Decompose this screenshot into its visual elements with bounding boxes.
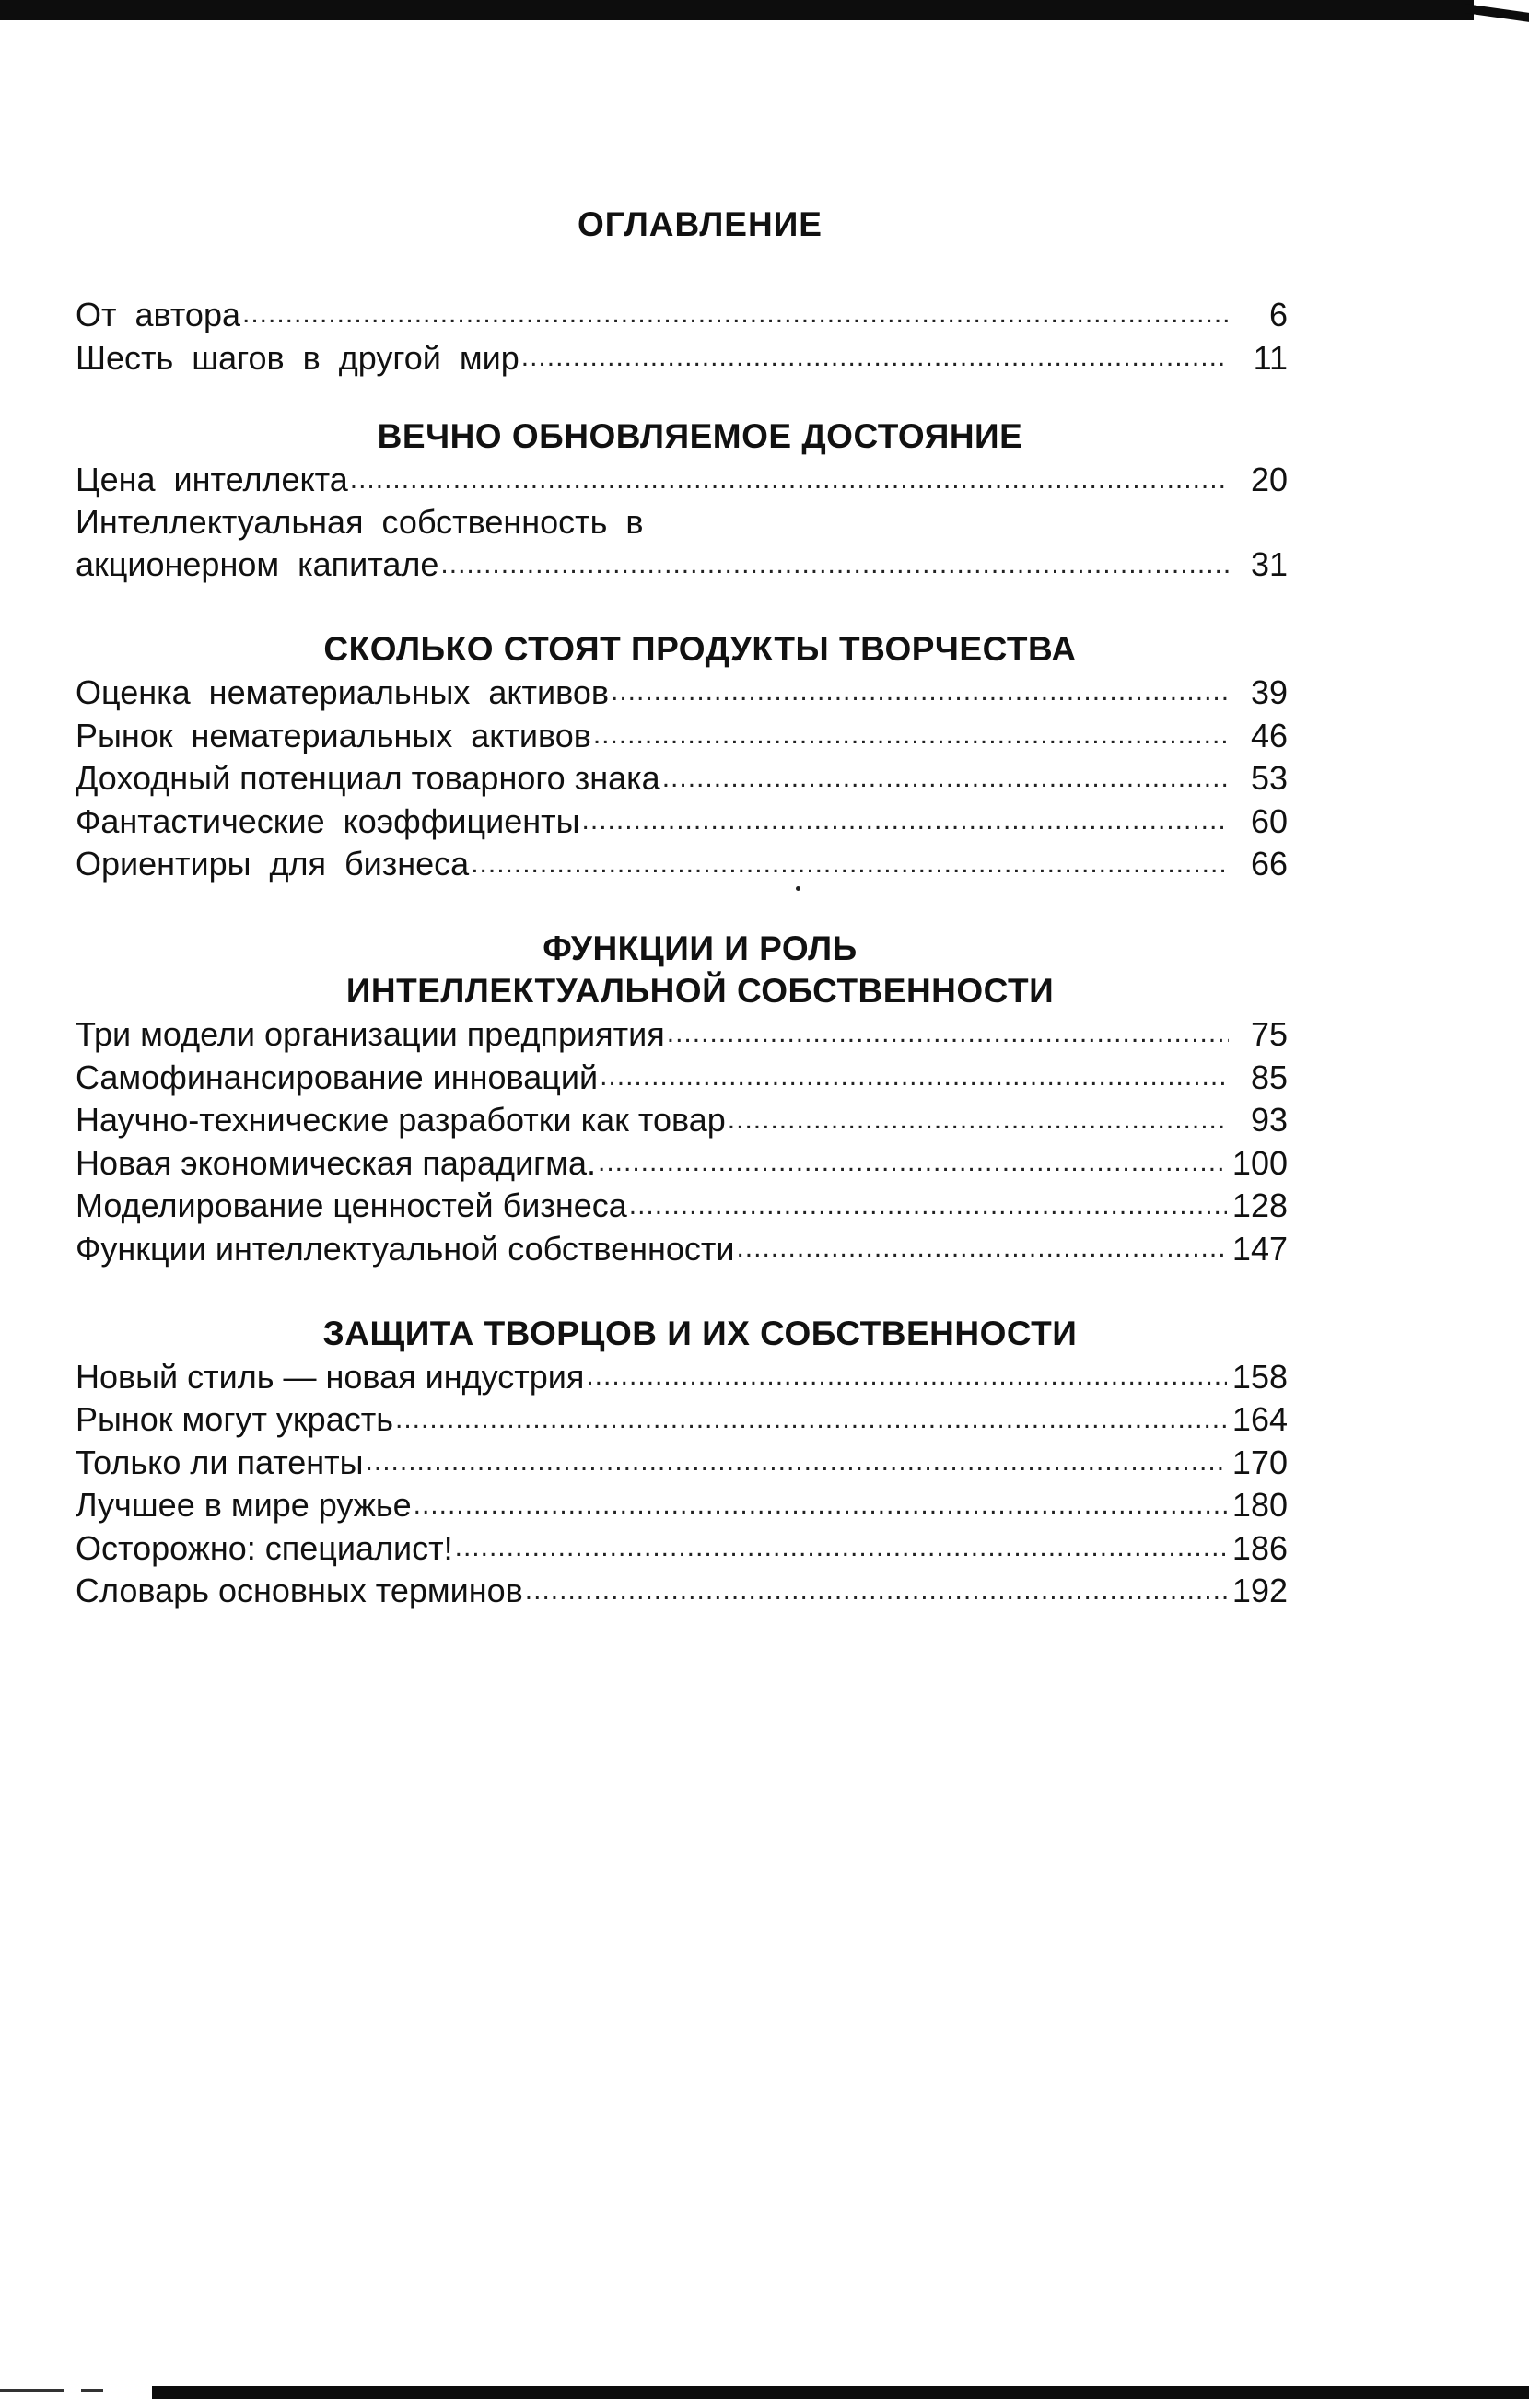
toc-entry-page: 180 bbox=[1231, 1486, 1288, 1525]
top-edge-bar bbox=[0, 0, 1474, 20]
toc-entry[interactable] bbox=[76, 1141, 1288, 1185]
section-heading: ФУНКЦИИ И РОЛЬ bbox=[543, 929, 858, 967]
toc-entry[interactable] bbox=[76, 714, 1288, 757]
toc-entry-page: 31 bbox=[1250, 545, 1288, 584]
toc-entry[interactable] bbox=[76, 293, 1288, 336]
toc-entry-page: 170 bbox=[1231, 1443, 1288, 1481]
toc-entry-title: От автора bbox=[76, 296, 240, 333]
bottom-edge-dash bbox=[0, 2389, 64, 2392]
toc-entry-page: 186 bbox=[1231, 1528, 1288, 1567]
toc-entry-title: Осторожно: специалист! bbox=[76, 1528, 453, 1567]
bottom-edge-dash bbox=[81, 2389, 103, 2392]
toc-entry-page: 53 bbox=[1250, 759, 1288, 798]
toc-entry-title: Новая экономическая парадигма. bbox=[76, 1143, 596, 1182]
dot-leader bbox=[593, 714, 1229, 747]
toc-entry[interactable] bbox=[76, 1012, 1288, 1056]
dot-leader bbox=[395, 1397, 1227, 1431]
toc-entry[interactable] bbox=[76, 1397, 1288, 1441]
dot-leader bbox=[586, 1355, 1227, 1388]
toc-entry[interactable] bbox=[76, 1483, 1288, 1526]
toc-entry-title: Ориентиры для бизнеса bbox=[76, 845, 470, 883]
toc-section bbox=[76, 928, 1288, 1270]
toc-entry-title: Новый стиль — новая индустрия bbox=[76, 1357, 585, 1396]
toc-entry[interactable] bbox=[76, 1227, 1288, 1270]
toc-entry[interactable] bbox=[76, 1056, 1288, 1099]
dot-leader bbox=[728, 1098, 1229, 1131]
toc-entry-title: Лучшее в мире ружье bbox=[76, 1486, 412, 1525]
toc-entry[interactable] bbox=[76, 1098, 1288, 1141]
bottom-edge-bar bbox=[152, 2386, 1529, 2399]
toc-entry-page: 147 bbox=[1231, 1229, 1288, 1268]
toc-entry-page: 60 bbox=[1250, 801, 1288, 840]
toc-entry-title: Научно-технические разработки как товар bbox=[76, 1101, 726, 1140]
dot-leader bbox=[525, 1569, 1227, 1602]
toc-entry-page: 75 bbox=[1250, 1014, 1288, 1053]
toc-entry-page: 158 bbox=[1231, 1357, 1288, 1396]
dot-leader bbox=[667, 1012, 1229, 1046]
top-edge-bar-tail bbox=[1465, 4, 1529, 22]
toc-section bbox=[76, 415, 1288, 586]
dot-leader bbox=[521, 336, 1229, 369]
toc-entry-title: Шесть шагов в другой мир bbox=[76, 338, 519, 377]
toc-title: ОГЛАВЛЕНИЕ bbox=[578, 205, 823, 243]
toc-section bbox=[76, 628, 1288, 885]
toc-entry[interactable] bbox=[76, 336, 1288, 380]
dot-leader bbox=[455, 1526, 1227, 1560]
table-of-contents bbox=[76, 205, 1288, 1612]
toc-entry-title: Самофинансирование инноваций bbox=[76, 1058, 599, 1096]
toc-entry[interactable] bbox=[76, 458, 1288, 501]
toc-entry-page: 93 bbox=[1250, 1101, 1288, 1140]
toc-entry-page: 46 bbox=[1250, 716, 1288, 754]
dot-leader bbox=[471, 842, 1229, 875]
toc-entry[interactable] bbox=[76, 800, 1288, 843]
dot-leader bbox=[736, 1227, 1226, 1260]
dot-leader bbox=[366, 1441, 1227, 1474]
toc-entry-page: 100 bbox=[1231, 1143, 1288, 1182]
toc-entry-title: Фантастические коэффициенты bbox=[76, 801, 580, 840]
dot-leader bbox=[350, 458, 1229, 491]
toc-entry-page: 20 bbox=[1250, 461, 1288, 499]
toc-entry[interactable] bbox=[76, 543, 1288, 586]
toc-entry-page: 39 bbox=[1250, 672, 1288, 711]
toc-entry[interactable] bbox=[76, 756, 1288, 800]
dot-leader bbox=[242, 293, 1229, 326]
toc-entry-title: Моделирование ценностей бизнеса bbox=[76, 1186, 627, 1225]
toc-entry-page: 164 bbox=[1231, 1400, 1288, 1439]
toc-entry[interactable] bbox=[76, 1526, 1288, 1570]
toc-entry-title: Три модели организации предприятия bbox=[76, 1014, 665, 1053]
toc-entry-page: 128 bbox=[1231, 1186, 1288, 1225]
toc-entry-page: 66 bbox=[1250, 845, 1288, 883]
dot-leader bbox=[662, 756, 1229, 789]
toc-entry[interactable] bbox=[76, 1441, 1288, 1484]
dot-leader bbox=[440, 543, 1229, 576]
toc-entry-title-line1[interactable]: Интеллектуальная собственность в bbox=[76, 502, 644, 541]
section-heading: ЗАЩИТА ТВОРЦОВ И ИХ СОБСТВЕННОСТИ bbox=[322, 1314, 1078, 1352]
toc-entry[interactable] bbox=[76, 1184, 1288, 1227]
toc-entry[interactable] bbox=[76, 671, 1288, 714]
toc-entry-title: акционерном капитале bbox=[76, 545, 439, 584]
toc-entry[interactable] bbox=[76, 1355, 1288, 1398]
dot-leader bbox=[629, 1184, 1227, 1217]
toc-entry-title: Цена интеллекта bbox=[76, 461, 348, 499]
toc-entry-title: Словарь основных терминов bbox=[76, 1572, 523, 1610]
toc-entry-title: Функции интеллектуальной собственности bbox=[76, 1229, 735, 1268]
dot-leader bbox=[611, 671, 1229, 704]
toc-section bbox=[76, 1313, 1288, 1613]
toc-entry-title: Доходный потенциал товарного знака bbox=[76, 759, 660, 798]
dot-leader bbox=[414, 1483, 1227, 1516]
toc-entry[interactable] bbox=[76, 842, 1288, 885]
section-heading: ИНТЕЛЛЕКТУАЛЬНОЙ СОБСТВЕННОСТИ bbox=[345, 971, 1055, 1010]
toc-entry-page: 11 bbox=[1253, 338, 1288, 377]
dot-leader bbox=[598, 1141, 1227, 1175]
toc-entry-title: Рынок нематериальных активов bbox=[76, 716, 591, 754]
section-heading: ВЕЧНО ОБНОВЛЯЕМОЕ ДОСТОЯНИЕ bbox=[377, 417, 1023, 456]
toc-entry-page: 85 bbox=[1250, 1058, 1288, 1096]
toc-entry-page: 192 bbox=[1231, 1572, 1288, 1610]
toc-entry-title: Только ли патенты bbox=[76, 1443, 364, 1481]
section-heading: СКОЛЬКО СТОЯТ ПРОДУКТЫ ТВОРЧЕСТВА bbox=[323, 629, 1077, 668]
toc-entry-title: Оценка нематериальных активов bbox=[76, 672, 609, 711]
toc-entry[interactable] bbox=[76, 1569, 1288, 1612]
toc-entry-title: Рынок могут украсть bbox=[76, 1400, 393, 1439]
toc-intro-group bbox=[76, 293, 1288, 379]
dot-leader bbox=[600, 1056, 1229, 1089]
toc-entry-page: 6 bbox=[1268, 296, 1288, 333]
dot-leader bbox=[582, 800, 1229, 833]
